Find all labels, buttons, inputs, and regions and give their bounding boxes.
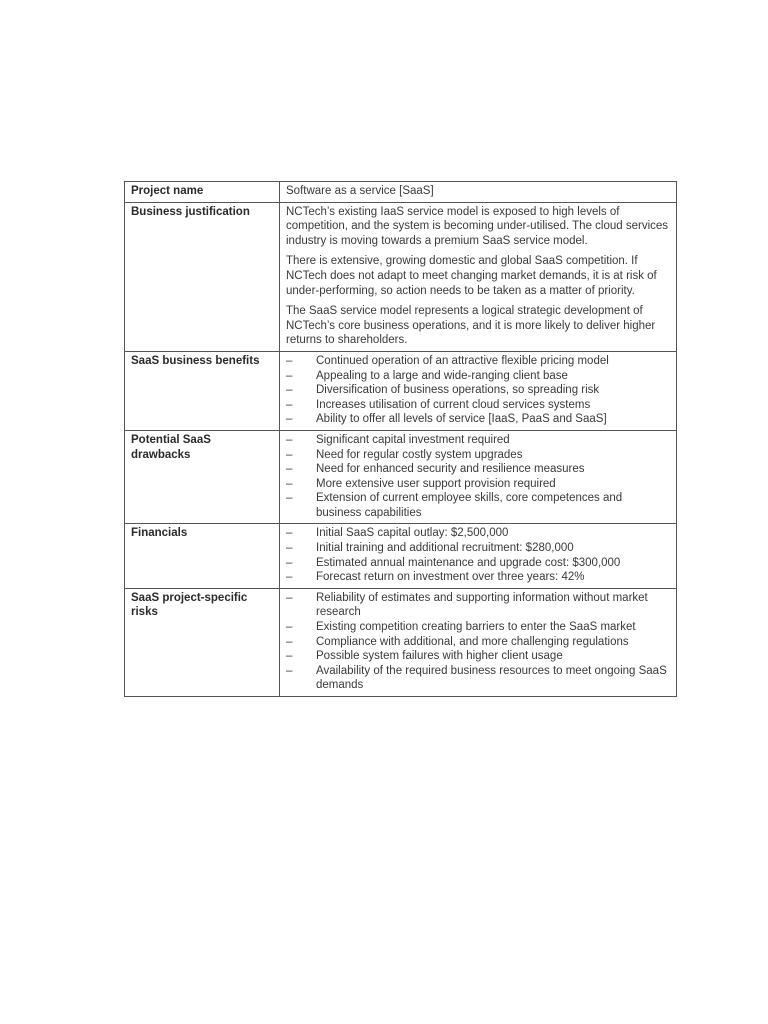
table-row-business-benefits xyxy=(125,351,677,430)
row-label: SaaS business benefits xyxy=(125,351,280,430)
bullet-list xyxy=(286,433,670,521)
row-label: Potential SaaS drawbacks xyxy=(125,430,280,524)
bullet-list xyxy=(286,354,670,427)
document-page xyxy=(124,181,677,697)
bullet-list xyxy=(286,526,670,584)
list-item-text: More extensive user support provision required xyxy=(316,477,556,490)
table-row-business-justification xyxy=(125,202,677,351)
list-item xyxy=(286,620,670,635)
list-item-text: Existing competition creating barriers to enter the SaaS market xyxy=(316,621,636,634)
list-item-text: Compliance with additional, and more challenging regulations xyxy=(316,635,629,648)
dash-bullet: – xyxy=(286,650,293,663)
list-item-text: Continued operation of an attractive flexible pricing model xyxy=(316,354,609,367)
list-item xyxy=(286,635,670,650)
list-item xyxy=(286,591,670,620)
paragraph: The SaaS service model represents a logical strategic development of NCTech’s core business operations, and it is more likely to deliver higher returns to shareholders. xyxy=(286,305,656,347)
row-value xyxy=(280,588,677,696)
table-row-financials xyxy=(125,524,677,588)
dash-bullet: – xyxy=(286,492,293,505)
list-item xyxy=(286,369,670,384)
row-label: Financials xyxy=(125,524,280,588)
row-value xyxy=(280,351,677,430)
row-value xyxy=(280,202,677,351)
list-item-text: Extension of current employee skills, core competences and business capabilities xyxy=(316,492,623,519)
table-row-project-name xyxy=(125,182,677,203)
paragraph: There is extensive, growing domestic and global SaaS competition. If NCTech does not adapt to meet changing market demands, it is at risk of under-performing, so action needs to be taken as a matter of priority. xyxy=(286,255,657,297)
list-item-text: Diversification of business operations, so spreading risk xyxy=(316,384,600,397)
dash-bullet: – xyxy=(286,369,293,382)
dash-bullet: – xyxy=(286,413,293,426)
dash-bullet: – xyxy=(286,556,293,569)
paragraph: Software as a service [SaaS] xyxy=(286,185,434,197)
list-item-text: Initial training and additional recruitment: $280,000 xyxy=(316,542,574,555)
table-row-risks xyxy=(125,588,677,696)
dash-bullet: – xyxy=(286,664,293,677)
dash-bullet: – xyxy=(286,398,293,411)
list-item xyxy=(286,398,670,413)
list-item-text: Need for enhanced security and resilience measures xyxy=(316,463,585,476)
dash-bullet: – xyxy=(286,384,293,397)
list-item-text: Appealing to a large and wide-ranging client base xyxy=(316,369,568,382)
list-item xyxy=(286,412,670,427)
row-label: Business justification xyxy=(125,202,280,351)
dash-bullet: – xyxy=(286,448,293,461)
list-item xyxy=(286,354,670,369)
list-item xyxy=(286,433,670,448)
table-row-drawbacks xyxy=(125,430,677,524)
dash-bullet: – xyxy=(286,591,293,604)
list-item xyxy=(286,541,670,556)
list-item xyxy=(286,477,670,492)
dash-bullet: – xyxy=(286,433,293,446)
dash-bullet: – xyxy=(286,463,293,476)
list-item-text: Availability of the required business resources to meet ongoing SaaS demands xyxy=(316,664,667,692)
list-item xyxy=(286,462,670,477)
dash-bullet: – xyxy=(286,542,293,555)
dash-bullet: – xyxy=(286,571,293,584)
list-item xyxy=(286,556,670,571)
paragraph: NCTech’s existing IaaS service model is exposed to high levels of competition, and the system is becoming under-utilised. The cloud services industry is moving towards a premium SaaS service model. xyxy=(286,205,669,247)
row-value xyxy=(280,430,677,524)
list-item-text: Possible system failures with higher client usage xyxy=(316,650,563,663)
dash-bullet: – xyxy=(286,635,293,648)
dash-bullet: – xyxy=(286,527,293,540)
list-item-text: Need for regular costly system upgrades xyxy=(316,448,523,461)
list-item-text: Reliability of estimates and supporting information without market research xyxy=(316,591,648,619)
list-item-text: Significant capital investment required xyxy=(316,433,510,446)
list-item xyxy=(286,383,670,398)
dash-bullet: – xyxy=(286,621,293,634)
list-item-text: Forecast return on investment over three years: 42% xyxy=(316,571,585,584)
bullet-list xyxy=(286,591,670,693)
row-label: SaaS project-specific risks xyxy=(125,588,280,696)
list-item xyxy=(286,491,670,520)
dash-bullet: – xyxy=(286,477,293,490)
row-label: Project name xyxy=(125,182,280,203)
row-value xyxy=(280,182,677,203)
dash-bullet: – xyxy=(286,354,293,367)
project-summary-table xyxy=(124,181,677,697)
list-item-text: Estimated annual maintenance and upgrade cost: $300,000 xyxy=(316,556,621,569)
list-item xyxy=(286,570,670,585)
list-item xyxy=(286,649,670,664)
list-item-text: Increases utilisation of current cloud services systems xyxy=(316,398,591,411)
list-item-text: Initial SaaS capital outlay: $2,500,000 xyxy=(316,527,509,540)
list-item xyxy=(286,448,670,463)
list-item-text: Ability to offer all levels of service [IaaS, PaaS and SaaS] xyxy=(316,413,607,426)
list-item xyxy=(286,664,670,693)
row-value xyxy=(280,524,677,588)
list-item xyxy=(286,526,670,541)
